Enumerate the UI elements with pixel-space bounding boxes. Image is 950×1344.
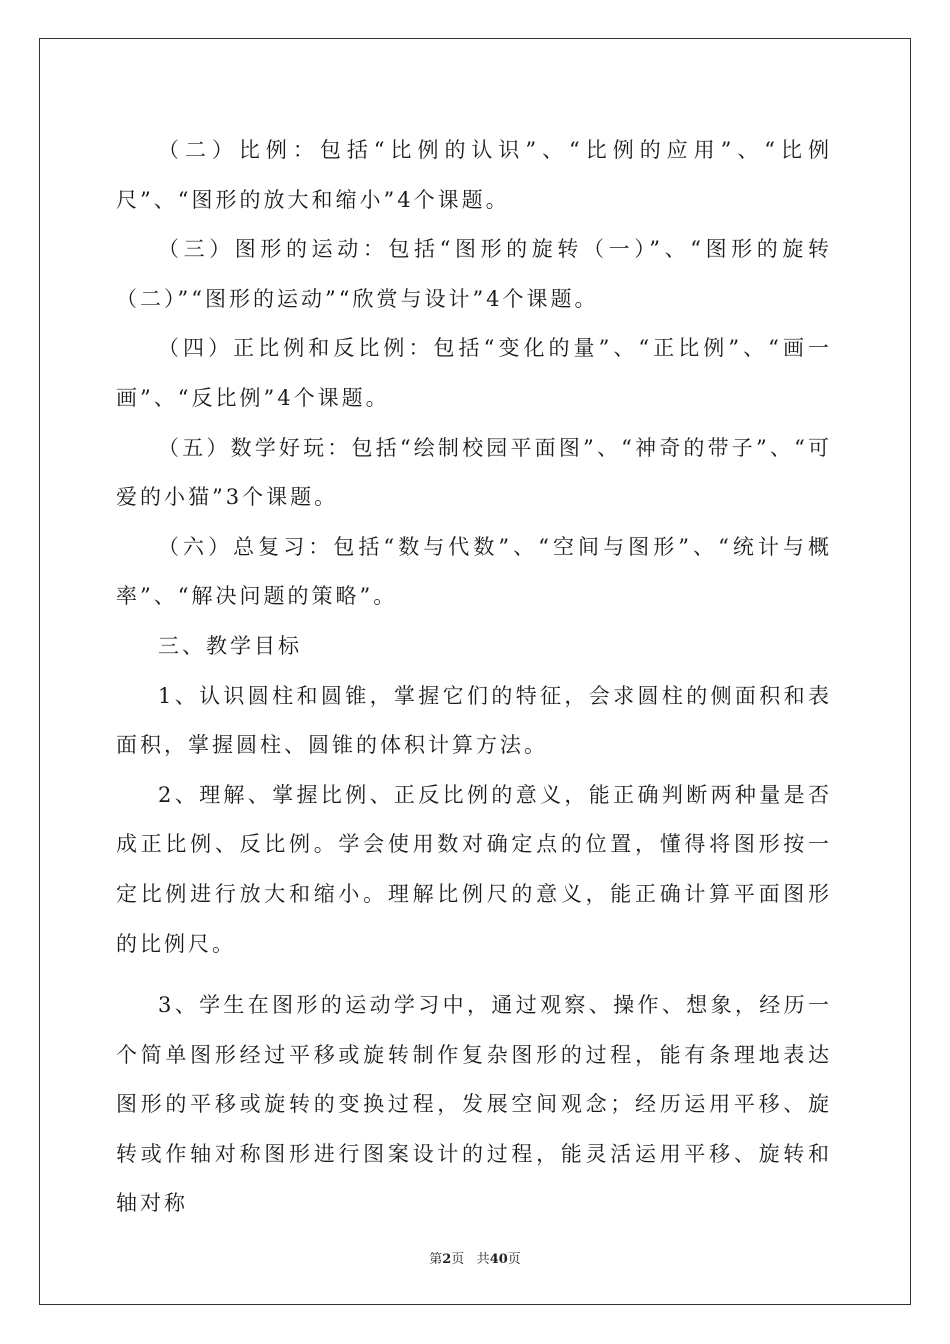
paragraph-review: （六）总复习：包括“数与代数”、“空间与图形”、“统计与概率”、“解决问题的策略”。 [116, 534, 832, 609]
footer-total-suffix: 页 [507, 1252, 521, 1267]
page-footer [0, 1248, 950, 1267]
paragraph-figure-motion: （三）图形的运动：包括“图形的旋转（一）”、“图形的旋转（二）”“图形的运动”“欣赏与设计”4个课题。 [116, 237, 832, 311]
footer-prefix: 第 [429, 1252, 443, 1267]
document-body [116, 126, 832, 1229]
paragraph-goal-2: 2、理解、掌握比例、正反比例的意义，能正确判断两种量是否成正比例、反比例。学会使用数对确定点的位置，懂得将图形按一定比例进行放大和缩小。理解比例尺的意义，能正确计算平面图形的比例尺。 [116, 782, 832, 956]
paragraph-ratio: （二）比例：包括“比例的认识”、“比例的应用”、“比例尺”、“图形的放大和缩小”4个课题。 [116, 138, 832, 212]
footer-total-prefix: 共 [476, 1252, 490, 1267]
paragraph-proportion: （四）正比例和反比例：包括“变化的量”、“正比例”、“画一画”、“反比例”4个课题。 [116, 336, 832, 410]
footer-total-pages: 40 [489, 1252, 508, 1267]
paragraph-goal-1: 1、认识圆柱和圆锥，掌握它们的特征，会求圆柱的侧面积和表面积，掌握圆柱、圆锥的体积计算方法。 [116, 683, 832, 758]
paragraph-math-fun: （五）数学好玩：包括“绘制校园平面图”、“神奇的带子”、“可爱的小猫”3个课题。 [116, 435, 832, 510]
paragraph-goal-3: 3、学生在图形的运动学习中，通过观察、操作、想象，经历一个简单图形经过平移或旋转制作复杂图形的过程，能有条理地表达图形的平移或旋转的变换过程，发展空间观念；经历运用平移、旋转或作轴对称图形进行图案设计的过程，能灵活运用平移、旋转和轴对称 [116, 993, 832, 1216]
footer-page-suffix: 页 [451, 1252, 465, 1267]
footer-current-page: 2 [442, 1252, 452, 1267]
section-heading-teaching-goals: 三、教学目标 [158, 633, 302, 658]
